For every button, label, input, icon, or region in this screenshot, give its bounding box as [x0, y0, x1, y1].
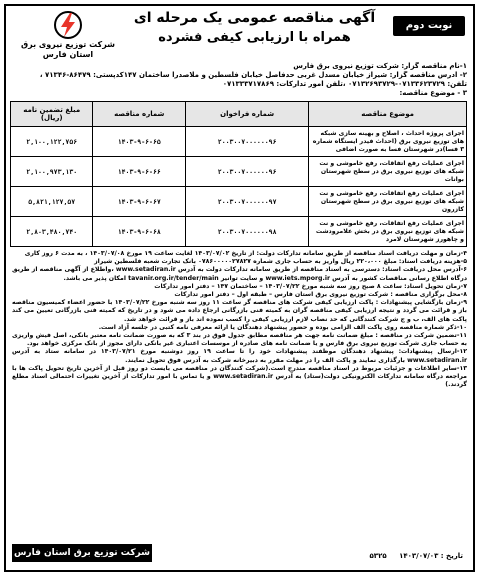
table-row [11, 187, 467, 217]
row-call-number: ۲۰۰۳۰۰۷۰۰۰۰۰۰۹۶ [186, 157, 309, 187]
footer-meta [360, 552, 463, 560]
row-call-number: ۲۰۰۳۰۰۷۰۰۰۰۰۰۹۷ [186, 187, 309, 217]
footer-code: ۵۳۲۵ [369, 552, 387, 560]
condition-paragraph: ۱۱-تضمین شرکت در مناقصه : مبلغ ضمانت نامه جهت هر مناقصه مطابق جدول فوق در بند ۳ که به صورت ضمانت نامه معتبر بانکی، اصل فیش واریزی به حساب جاری شرکت توزیع نیروی برق فارس و یا ضمانت نامه های صادره از موسسات اعتباری غیر بانکی دارای مجوز از بانک مرکزی خواهد بود. [12, 332, 467, 348]
row-tender-number: ۱۴۰۳-۹-۶-۶۸ [93, 217, 186, 247]
row-amount: ۲,۱۰۰,۱۲۲,۷۵۶ [11, 127, 93, 157]
row-subject: اجرای پروژه احداث ، اصلاح و بهینه سازی شبکه های توزیع نیروی برق (احداث فیدر ایستگاه شماره ۳ فسا)در شهرستان فسا به صورت اضافی [309, 127, 467, 157]
header-subject: موضوع مناقصه [309, 102, 467, 127]
tender-info [6, 62, 473, 98]
company-logo [12, 10, 124, 60]
page-title [128, 8, 381, 48]
row-amount: ۵,۸۲۱,۱۲۷,۵۷ [11, 187, 93, 217]
tender-conditions [6, 247, 473, 389]
condition-paragraph: ۷-زمان تحویل اسناد: ساعت ۸ صبح روز سه شنبه مورخ ۱۴۰۳/۰۷/۲۲ – ساختمان ۱۴۷ – دفتر امور تدارکات [154, 282, 467, 290]
logo-text-line1: شرکت توزیع نیروی برق [20, 40, 116, 49]
round-badge: نوبت دوم [393, 16, 465, 36]
condition-paragraph: ۸-محل برگزاری مناقصه : شرکت توزیع نیروی برق استان فارس – طبقه اول – دفتر امور تدارکات [174, 291, 467, 299]
row-tender-number: ۱۴۰۳-۹-۶-۶۵ [93, 127, 186, 157]
info-line-2: ۲- آدرس مناقصه گزار: شیراز خیابان مسدل غربی حدفاصل خیابان فلسطین و ملاصدرا ساختمان ۱۴۷کدپستی: ۸۶۴۷۹-۷۱۳۴۶ ، [39, 71, 467, 79]
row-subject: اجرای عملیات رفع اتفاقات، رفع خاموشی و نت شبکه های توزیع نیروی برق در بخش علامرودشت و چاهورز شهرستان لامرد [309, 217, 467, 247]
row-amount: ۲,۸۰۳,۴۸۰,۷۴۰ [11, 217, 93, 247]
table-row [11, 127, 467, 157]
tender-table [10, 101, 467, 247]
table-row [11, 217, 467, 247]
header-tender-number: شماره مناقصه [93, 102, 186, 127]
condition-paragraph: ۹-زمان بازگشایی پیشنهادات : پاکت ارزیابی کیفی شرکت های مناقصه گر ساعت ۱۱ روز سه شنبه مورخ ۱۴۰۳/۰۷/۲۲ با حضور اعضاء کمیسیون مناقصه باز و قرائت می گردد و نتیجه ارزیابی کیفی مناقصه گران به کمیته فنی بازرگانی ارجاع داده می شود و در تاریخ که کمیته فنی بازرگانی تعیین می کند پاکت های الف، ب و ج شرکت کنندگانی که حد نصاب لازم ارزیابی کیفی را کسب نموده اند باز و قرائت خواهد شد. [12, 299, 467, 323]
condition-paragraph: ۶-آدرس محل دریافت اسناد: دسترسی به اسناد مناقصه از طریق سامانه تدارکات دولت به آدرس www.setadiran.ir ،واطلاع از آگهی مناقصه از طریق درگاه اطلاع رسانی مناقصات کشور به آدرس www.iets.mporg.ir و سایت توانیر tavanir.org.ir/tender/main امکان پذیر می باشد. [12, 266, 467, 282]
row-call-number: ۲۰۰۳۰۰۷۰۰۰۰۰۰۹۶ [186, 127, 309, 157]
info-line-1: ۱-نام مناقصه گزار: شرکت توزیع نیروی برق فارس [293, 62, 467, 70]
title-line-2: همراه با ارزیابی کیفی فشرده [158, 30, 351, 45]
row-subject: اجرای عملیات رفع اتفاقات، رفع خاموشی و نت شبکه های توزیع نیروی برق در سطح شهرستان بوانات [309, 157, 467, 187]
footer-company-banner: شرکت توزیع برق استان فارس [12, 544, 152, 562]
logo-text-line2: استان فارس [42, 50, 94, 59]
condition-paragraph: ۵-هزینه دریافت اسناد: مبلغ ۲۲۰،۰۰۰ ریال واریز به حساب جاری شماره ۰۷۸۶۰۰۰۰۰۲۷۸۲۷ بانک تجارت شعبه فلسطین شیراز [94, 258, 467, 266]
info-line-3: تلفن: ۰۷۱۳۳۶۲۳۷۲۹-۰۷۱۳۲۶۹۳۷۲۹ ،تلفن امور تدارکات: ۰۷۱۳۳۳۷۱۷۸۶۹ [222, 80, 467, 88]
footer-date: ۱۴۰۳/۰۷/۰۳ : تاریخ [399, 552, 463, 560]
row-tender-number: ۱۴۰۳-۹-۶-۶۷ [93, 187, 186, 217]
title-line-1: آگهی مناقصه عمومی یک مرحله ای [133, 10, 376, 26]
row-tender-number: ۱۴۰۳-۹-۶-۶۶ [93, 157, 186, 187]
header [6, 6, 473, 62]
row-amount: ۲,۱۰۰,۹۷۳,۱۳۰ [11, 157, 93, 187]
row-subject: اجرای عملیات رفع اتفاقات، رفع خاموشی و نت شبکه های توزیع نیروی برق در سطح شهرستان کازرون [309, 187, 467, 217]
condition-paragraph: ۱۳-سایر اطلاعات و جزئیات مربوط در اسناد مناقصه مندرج است.(شرکت کنندگان در مناقصه می بایست دو روز قبل از آخرین تاریخ تحویل پاکت ها با مراجعه درگاه سامانه تدارکات الکترونیکی دولت(ستاد) به آدرس www.setadiran.ir و یا تماس با امور تدارکات از آخرین تغییرات احتمالی اسناد مطلع گردند.) [12, 364, 468, 389]
table-header-row [11, 102, 467, 127]
condition-paragraph: ۴-زمان و مهلت دریافت اسناد مناقصه از طریق سامانه تدارکات دولت: از تاریخ ۱۴۰۳/۰۷/۰۲ لغایت ساعت ۱۹ مورخ ۱۴۰۳/۰۷/۰۸ ، به مدت ۶ روز کاری [24, 250, 467, 257]
header-call-number: شماره فراخوان [186, 102, 309, 127]
header-amount: مبلغ تضمین نامه (ریال) [11, 102, 93, 127]
tender-announcement [4, 4, 475, 572]
lightning-bolt-icon [51, 10, 85, 40]
info-line-4: ۳ - موضوع مناقصه: [399, 89, 467, 97]
condition-paragraph: ۱۲-ارسال پیشنهادات: پیشنهاد دهندگان موظفند پیشنهادات خود را تا ساعت ۱۹ روز دوشنبه مورخ ۱۴۰۳/۰۷/۲۱ در سامانه ستاد به آدرس www.setadiran.ir بارگذاری نمایند و پاکت الف را در مهلت مقرر به دبیرخانه شرکت به آدرس فوق تحویل نمایند. [12, 348, 468, 364]
row-call-number: ۲۰۰۳۰۰۷۰۰۰۰۰۰۹۸ [186, 217, 309, 247]
condition-paragraph: ۱۰-ذکر شماره مناقصه روی پاکت الف الزامی بوده و حضور پیشنهاد دهندگان یا ارائه معرفی نامه کتبی در جلسه آزاد است. [98, 323, 467, 331]
table-row [11, 157, 467, 187]
